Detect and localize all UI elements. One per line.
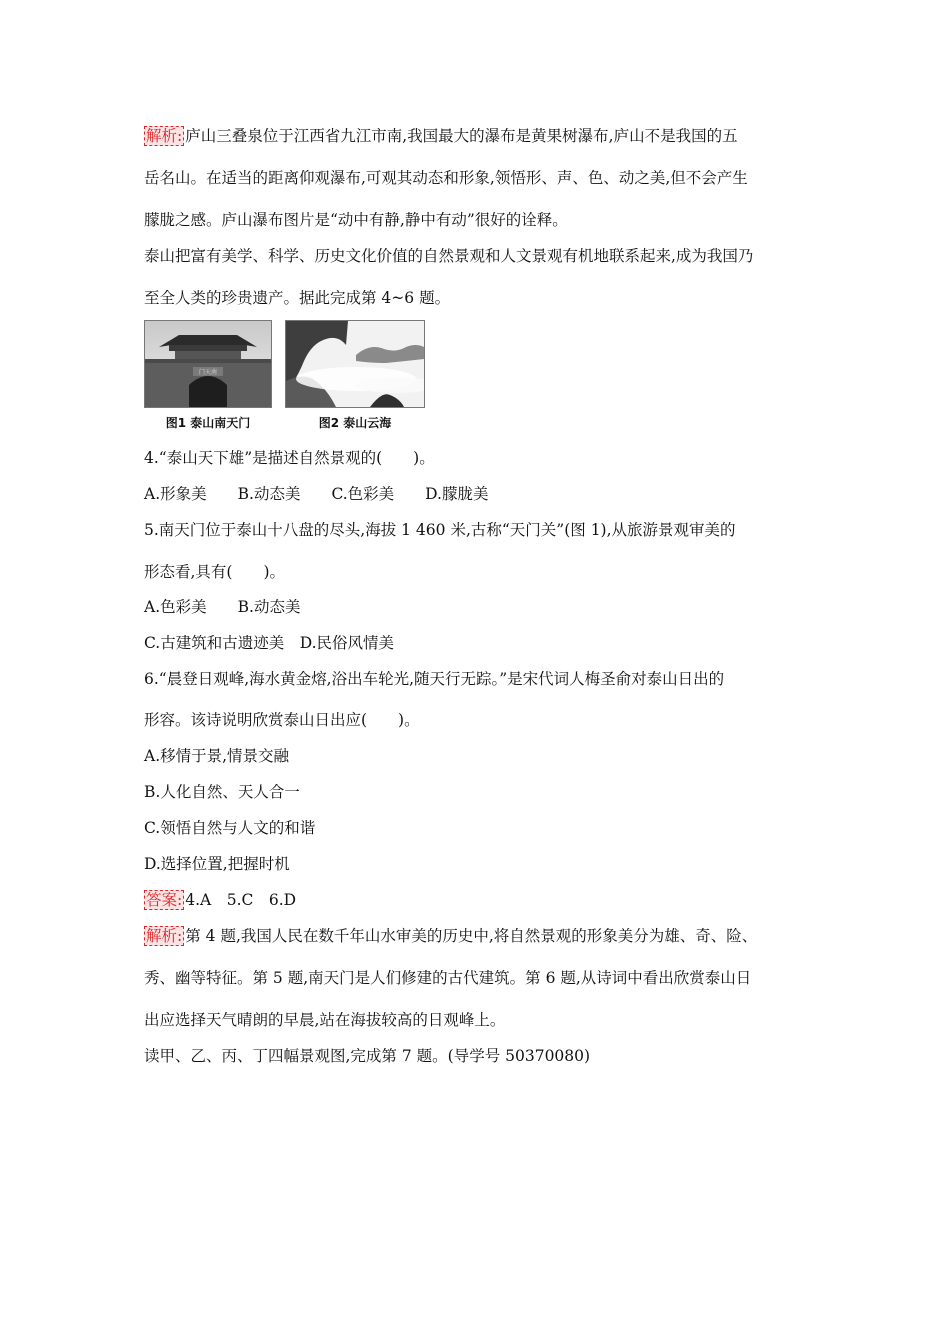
explanation-1-line-3: 朦胧之感。庐山瀑布图片是“动中有静,静中有动”很好的诠释。 (144, 211, 568, 229)
question-6-option-c: C.领悟自然与人文的和谐 (144, 819, 316, 837)
explanation-1-text-1: 庐山三叠泉位于江西省九江市南,我国最大的瀑布是黄果树瀑布,庐山不是我国的五 (185, 127, 738, 145)
cloud-sea-photo (285, 320, 425, 408)
question-6-option-b: B.人化自然、天人合一 (144, 783, 300, 801)
intro-line-1: 泰山把富有美学、科学、历史文化价值的自然景观和人文景观有机地联系起来,成为我国乃 (144, 247, 754, 265)
question-6-option-d: D.选择位置,把握时机 (144, 855, 290, 873)
answer-line (144, 890, 296, 910)
gate-plaque-text: 门天南 (198, 369, 218, 376)
figure-1-caption: 图1 泰山南天门 (165, 416, 251, 430)
explanation-1-line-2: 岳名山。在适当的距离仰观瀑布,可观其动态和形象,领悟形、声、色、动之美,但不会产生 (144, 169, 748, 187)
question-5-stem-1: 5.南天门位于泰山十八盘的尽头,海拔 1 460 米,古称“天门关”(图 1),从旅游景观审美的 (144, 521, 736, 539)
question-4-options: A.形象美 B.动态美 C.色彩美 D.朦胧美 (144, 485, 489, 503)
explanation-label-2: 解析: (146, 927, 183, 945)
question-5-options-cd: C.古建筑和古遗迹美 D.民俗风情美 (144, 634, 395, 652)
intro-line-2: 至全人类的珍贵遗产。据此完成第 4~6 题。 (144, 289, 451, 307)
explanation-1-line-1 (144, 126, 738, 146)
explanation-2-line-2: 秀、幽等特征。第 5 题,南天门是人们修建的古代建筑。第 6 题,从诗词中看出欣赏泰山日 (144, 969, 752, 987)
figure-2 (285, 320, 425, 430)
explanation-label: 解析: (146, 127, 183, 145)
explanation-2-text-1: 第 4 题,我国人民在数千年山水审美的历史中,将自然景观的形象美分为雄、奇、险、 (185, 927, 758, 945)
answer-label: 答案: (146, 891, 183, 909)
explanation-2-line-3: 出应选择天气晴朗的早晨,站在海拔较高的日观峰上。 (144, 1011, 506, 1029)
answer-text: 4.A 5.C 6.D (185, 891, 297, 909)
question-6-option-a: A.移情于景,情景交融 (144, 747, 290, 765)
south-gate-photo (144, 320, 272, 408)
explanation-2-line-1 (144, 926, 757, 946)
figure-2-caption: 图2 泰山云海 (318, 416, 392, 430)
question-5-options-ab: A.色彩美 B.动态美 (144, 598, 301, 616)
question-6-stem-2: 形容。该诗说明欣赏泰山日出应( )。 (144, 711, 420, 729)
question-6-stem-1: 6.“晨登日观峰,海水黄金熔,浴出车轮光,随天行无踪。”是宋代词人梅圣俞对泰山日出的 (144, 670, 725, 688)
figure-1 (144, 320, 272, 430)
closing-line: 读甲、乙、丙、丁四幅景观图,完成第 7 题。(导学号 50370080) (144, 1047, 591, 1065)
question-5-stem-2: 形态看,具有( )。 (144, 563, 286, 581)
question-4-stem: 4.“泰山天下雄”是描述自然景观的( )。 (144, 449, 435, 467)
